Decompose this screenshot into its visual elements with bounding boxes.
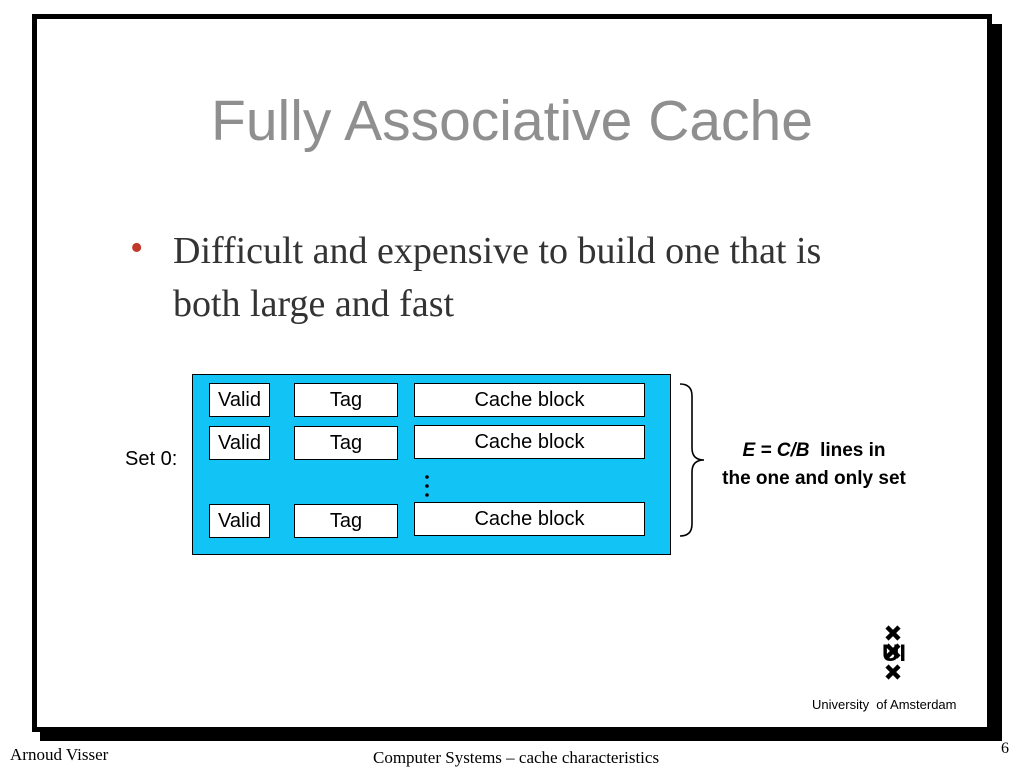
valid-cell: Valid	[209, 383, 270, 417]
note-line-2: the one and only set	[722, 468, 906, 489]
note-line-1-suffix: lines in	[820, 440, 886, 461]
cache-block-cell: Cache block	[414, 502, 645, 536]
vertical-ellipsis-icon	[422, 474, 432, 500]
cache-block-cell: Cache block	[414, 425, 645, 459]
page-number: 6	[1001, 740, 1009, 757]
bullet-marker: •	[130, 227, 144, 269]
bullet-text: Difficult and expensive to build one that is both large and fast	[173, 230, 822, 325]
lines-per-set-note	[700, 437, 928, 493]
cache-block-cell: Cache block	[414, 383, 645, 417]
tag-cell: Tag	[294, 426, 398, 460]
valid-cell: Valid	[209, 426, 270, 460]
footer-course-title: Computer Systems – cache characteristics	[373, 748, 660, 767]
note-line-1	[700, 437, 928, 465]
tag-cell: Tag	[294, 383, 398, 417]
set-label: Set 0:	[125, 448, 178, 470]
university-logo	[874, 624, 914, 686]
slide-title: Fully Associative Cache	[211, 89, 813, 153]
university-name: University of Amsterdam	[812, 697, 957, 712]
note-formula: E = C/B	[742, 440, 810, 461]
tag-cell: Tag	[294, 504, 398, 538]
logo-letters: UI	[882, 640, 906, 667]
footer-author: Arnoud Visser	[10, 745, 109, 764]
valid-cell: Valid	[209, 504, 270, 538]
